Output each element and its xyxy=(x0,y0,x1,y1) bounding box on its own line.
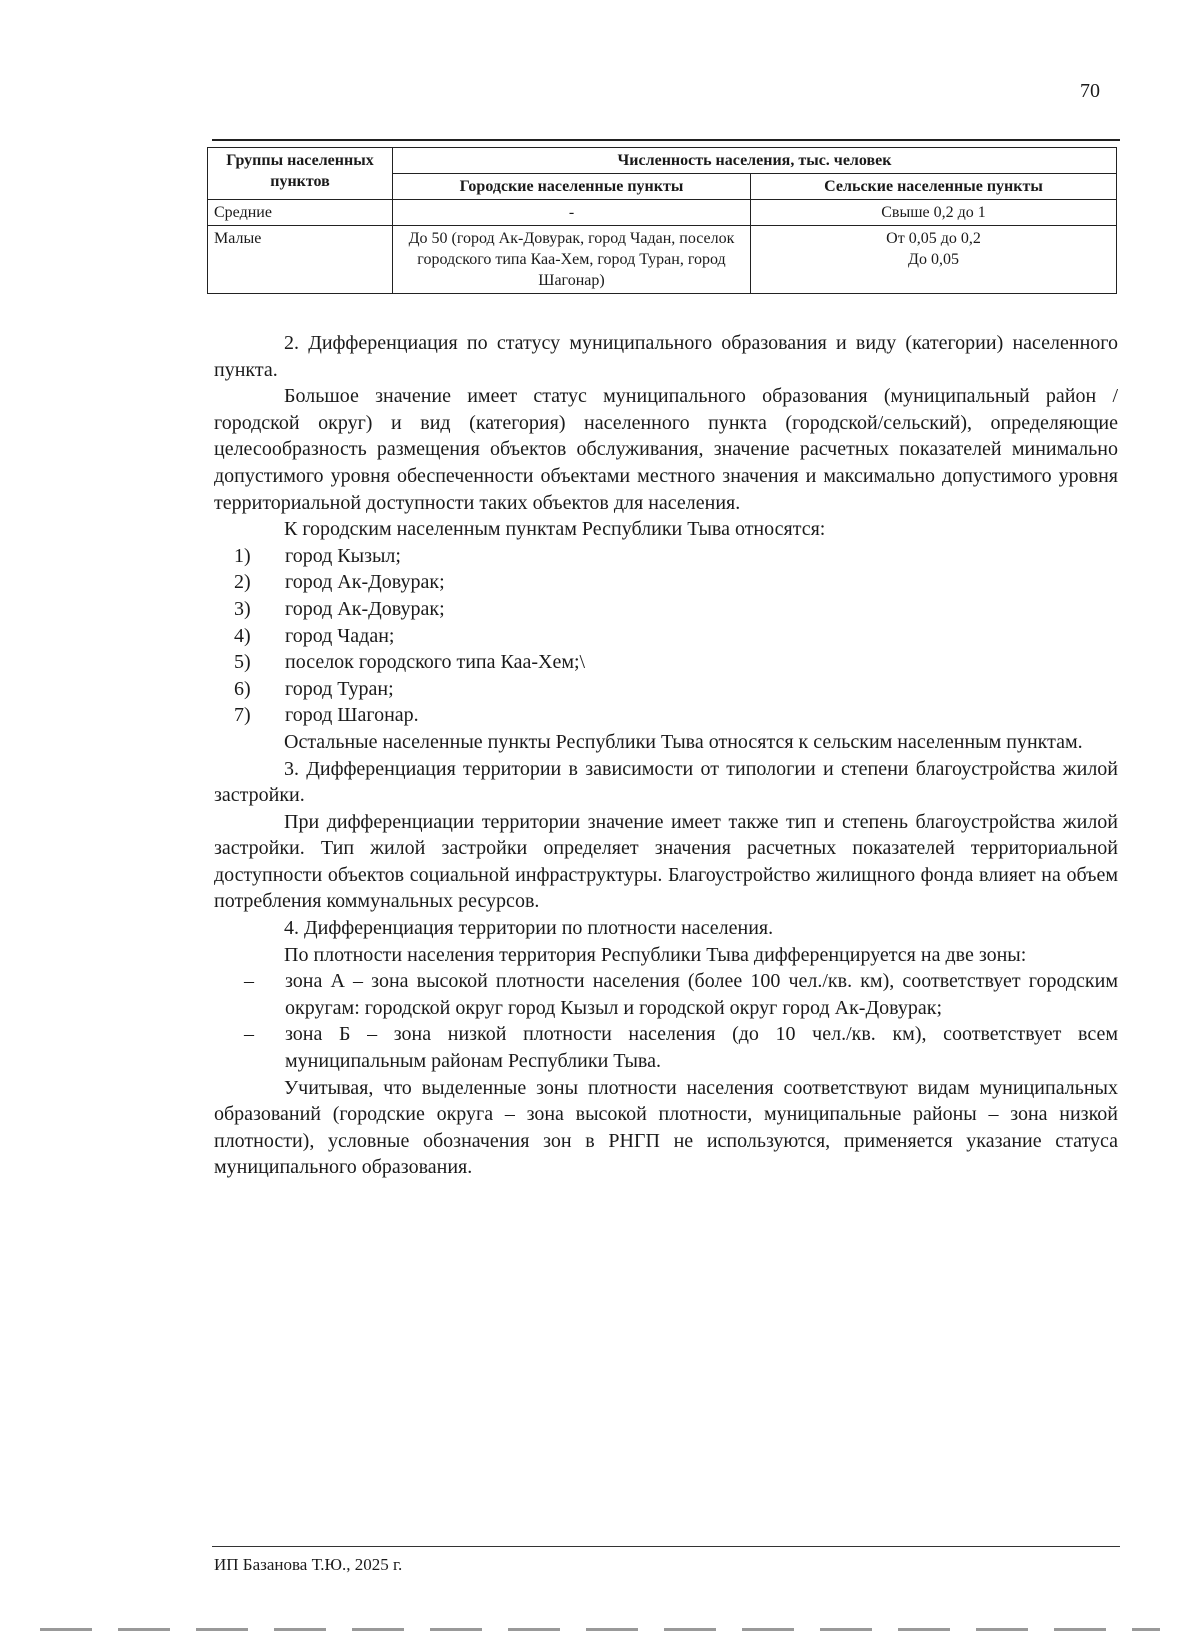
cell-rural: Свыше 0,2 до 1 xyxy=(751,200,1117,226)
table-row xyxy=(208,200,1117,226)
list-item xyxy=(214,596,1118,623)
document-body xyxy=(214,330,1118,1181)
cell-group: Малые xyxy=(208,226,393,294)
paragraph: Большое значение имеет статус муниципального образования (муниципальный район / городской округ) и вид (категория) населенного пункта (городской/сельский), определяющие целесообразность размещения объектов обслуживания, значение расчетных показателей минимально допустимого уровня обеспеченности объектами местного значения и максимально допустимого уровня территориальной доступности таких объектов для населения. xyxy=(214,385,1118,514)
list-text: город Ак-Довурак; xyxy=(285,571,445,594)
header-rule xyxy=(212,139,1120,141)
list-item xyxy=(214,569,1118,596)
paragraph: 3. Дифференциация территории в зависимости от типологии и степени благоустройства жилой застройки. xyxy=(214,757,1118,807)
density-zones-list xyxy=(214,968,1118,1074)
urban-settlements-list xyxy=(214,543,1118,729)
header-group: Группы населенных пунктов xyxy=(208,148,393,200)
header-population: Численность населения, тыс. человек xyxy=(393,148,1117,174)
paragraph: К городским населенным пунктам Республики Тыва относятся: xyxy=(284,518,826,541)
list-number: 4) xyxy=(234,624,251,647)
population-table xyxy=(207,147,1117,294)
cell-urban: До 50 (город Ак-Довурак, город Чадан, поселок городского типа Каа-Хем, город Туран, город Шагонар) xyxy=(393,226,751,294)
list-text: город Кызыл; xyxy=(285,544,401,567)
list-number: 5) xyxy=(234,651,251,674)
header-urban: Городские населенные пункты xyxy=(393,174,751,200)
list-item xyxy=(214,543,1118,570)
zone-item xyxy=(214,1021,1118,1074)
footer-rule xyxy=(212,1546,1120,1547)
list-text: город Туран; xyxy=(285,677,394,700)
list-number: 7) xyxy=(234,704,251,727)
list-number: 3) xyxy=(234,597,251,620)
scan-edge-marks xyxy=(40,1628,1160,1631)
list-number: 1) xyxy=(234,544,251,567)
list-number: 6) xyxy=(234,677,251,700)
paragraph: По плотности населения территория Республики Тыва дифференцируется на две зоны: xyxy=(284,943,1027,966)
paragraph: Учитывая, что выделенные зоны плотности населения соответствуют видам муниципальных образований (городские округа – зона высокой плотности, муниципальные районы – зона низкой плотности), условные обозначения зон в РНГП не используются, применяется указание статуса муниципального образования. xyxy=(214,1076,1118,1179)
dash-bullet: – xyxy=(244,970,254,993)
paragraph: Остальные населенные пункты Республики Тыва относятся к сельским населенным пунктам. xyxy=(284,730,1083,753)
table-row xyxy=(208,226,1117,294)
list-item xyxy=(214,702,1118,729)
header-rural: Сельские населенные пункты xyxy=(751,174,1117,200)
cell-rural xyxy=(751,226,1117,294)
cell-rural-line: До 0,05 xyxy=(908,251,959,268)
list-item xyxy=(214,649,1118,676)
zone-text: зона А – зона высокой плотности населения (более 100 чел./кв. км), соответствует городским округам: городской округ город Кызыл и городской округ город Ак-Довурак; xyxy=(285,970,1118,1019)
list-text: поселок городского типа Каа-Хем;\ xyxy=(285,651,586,674)
dash-bullet: – xyxy=(244,1023,254,1046)
list-text: город Ак-Довурак; xyxy=(285,597,445,620)
cell-rural-line: От 0,05 до 0,2 xyxy=(886,230,981,247)
cell-urban: - xyxy=(393,200,751,226)
paragraph: 2. Дифференциация по статусу муниципального образования и виду (категории) населенного пункта. xyxy=(214,332,1118,381)
list-number: 2) xyxy=(234,571,251,594)
zone-item xyxy=(214,968,1118,1021)
cell-group: Средние xyxy=(208,200,393,226)
list-item xyxy=(214,676,1118,703)
footer-text: ИП Базанова Т.Ю., 2025 г. xyxy=(214,1555,403,1574)
table-header-row xyxy=(208,148,1117,174)
list-item xyxy=(214,623,1118,650)
paragraph: 4. Дифференциация территории по плотности населения. xyxy=(284,917,774,940)
zone-text: зона Б – зона низкой плотности населения (до 10 чел./кв. км), соответствует всем муниципальным районам Республики Тыва. xyxy=(285,1023,1118,1073)
page-number: 70 xyxy=(1080,80,1100,102)
list-text: город Шагонар. xyxy=(285,704,419,727)
paragraph: При дифференциации территории значение имеет также тип и степень благоустройства жилой застройки. Тип жилой застройки определяет значения расчетных показателей территориальной доступности объектов социальной инфраструктуры. Благоустройство жилищного фонда влияет на объем потребления коммунальных ресурсов. xyxy=(214,810,1118,913)
list-text: город Чадан; xyxy=(285,624,395,647)
